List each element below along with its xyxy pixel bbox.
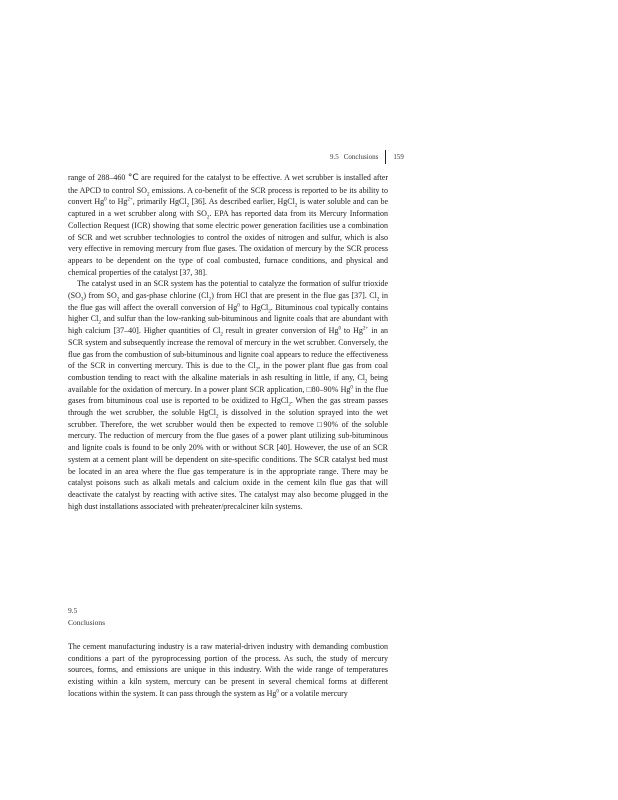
body-text-lower <box>68 641 388 700</box>
paragraph-2: The catalyst used in an SCR system has the potential to catalyze the formation of sulfur trioxide $(SO_3)$ from $SO_2$ and gas-phase chlorine $(Cl_2)$ from HCl that are present in the flue gas [37]. $Cl_2$ in the flue gas will affect the overall conversion of Hg$^0$ to HgCl$_2$. Bituminous coal typically contains higher $Cl_2$ and sulfur than the low-ranking sub-bituminous and lignite coals that are abundant with high calcium [37–40]. Higher quantities of $Cl_2$ result in greater conversion of Hg$^0$ to $Hg^{2+}$ in an SCR system and subsequently increase the removal of mercury in the wet scrubber. Conversely, the flue gas from the combustion of sub-bituminous and lignite coal appears to reduce the effectiveness of the SCR in converting mercury. This is due to the $Cl_2$, in the power plant flue gas from coal combustion tending to react with the alkaline materials in ash resulting in little, if any, $Cl_2$ being available for the oxidation of mercury. In a power plant SCR application, □80–90% Hg$^0$ in the flue gases from bituminous coal use is reported to be oxidized to HgCl$_2$. When the gas stream passes through the wet scrubber, the soluble HgCl$_2$ is dissolved in the solution sprayed into the wet scrubber. Therefore, the wet scrubber would then be expected to remove □90% of the soluble mercury. The reduction of mercury from the flue gases of a power plant utilizing sub-bituminous and lignite coals is found to be only 20% with or without SCR [40]. However, the use of an SCR system at a cement plant will be dependent on site-specific conditions. The SCR catalyst bed must be located in an area where the flue gas temperature is in the appropriate range. There may be catalyst poisons such as alkali metals and calcium oxide in the cement kiln flue gas that will deactivate the catalyst by reacting with active sites. The catalyst may also become plugged in the high dust installations associated with preheater/precalciner kiln systems. <box>68 279 389 511</box>
paragraph-1: range of 288–460 °C are required for the catalyst to be effective. A wet scrubber is installed after the APCD to control $SO_2$ emissions. A co-benefit of the SCR process is reported to be its ability to convert Hg$^0$ to $Hg^{2+}$, primarily HgCl$_2$ [36]. As described earlier, HgCl$_2$ is water soluble and can be captured in a wet scrubber along with $SO_2$. EPA has reported data from its Mercury Information Collection Request (ICR) showing that some electric power generation facilities use a combination of SCR and wet scrubber technologies to control the oxides of nitrogen and sulfur, which is also very effective in removing mercury from flue gases. The oxidation of mercury by the SCR process appears to be dependent on the type of coal combusted, furnace conditions, and physical and chemical properties of the catalyst [37, 38]. <box>68 173 389 277</box>
section-number: 9.5 <box>68 606 78 615</box>
header-title: Conclusions <box>343 153 379 161</box>
degree-celsius-symbol: °C <box>127 173 139 183</box>
body-text-upper <box>68 172 388 512</box>
section-heading: Conclusions <box>68 618 106 627</box>
header-divider <box>385 150 386 164</box>
page-number: 159 <box>393 153 404 161</box>
header-section: 9.5 <box>330 153 339 161</box>
paragraph-3: The cement manufacturing industry is a raw material-driven industry with demanding combustion conditions a part of the pyroprocessing portion of the process. As such, the study of mercury sources, forms, and emissions are unique in this industry. With the wide range of temperatures existing within a kiln system, mercury can be present in several chemical forms at different locations within the system. It can pass through the system as Hg$^0$ or a volatile mercury <box>68 642 388 698</box>
running-header <box>330 150 404 164</box>
